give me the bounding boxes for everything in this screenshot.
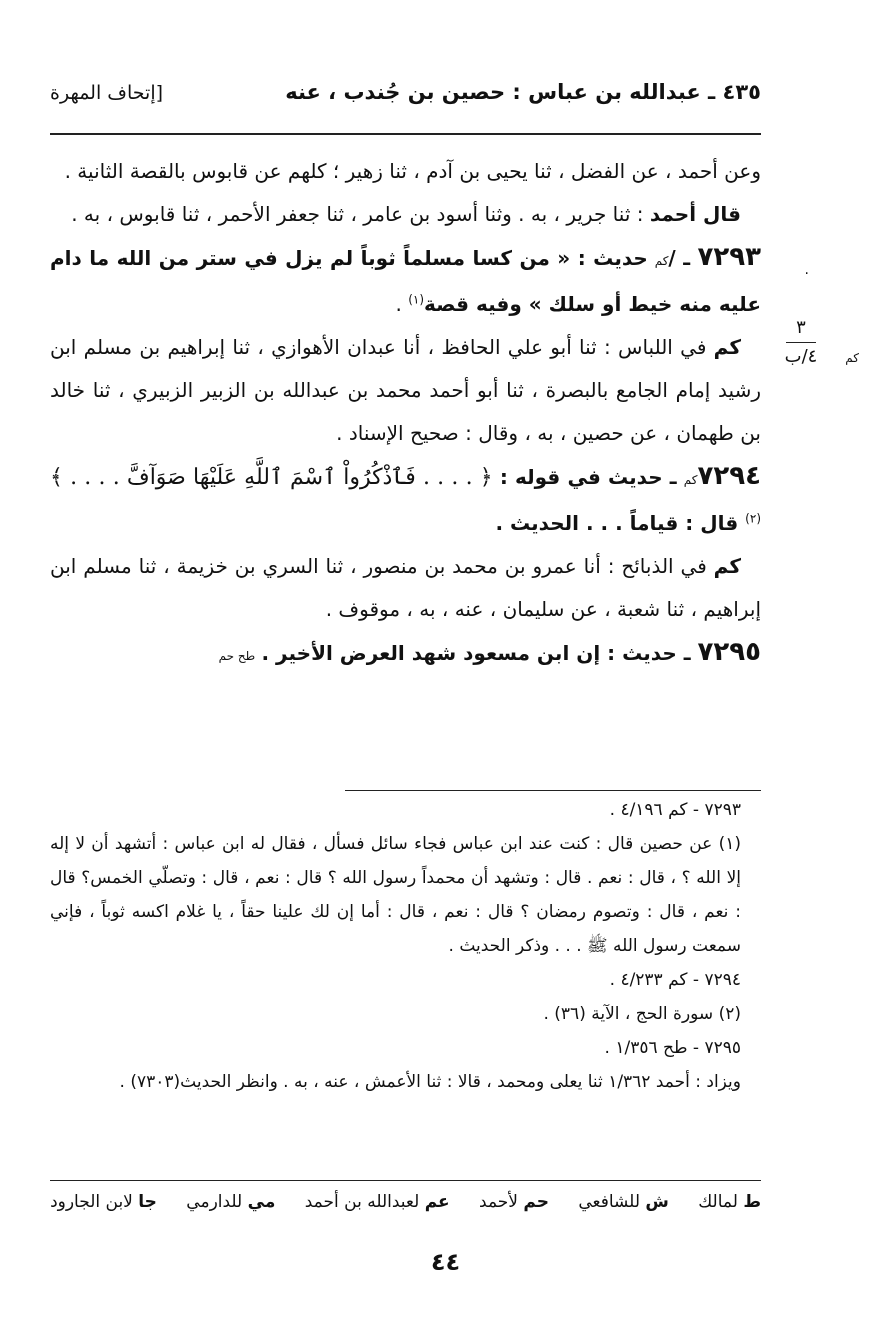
hadith-7295-tag: طح حم	[218, 649, 256, 663]
footnote-source-7294: ٧٢٩٤ - كم ٤/٢٣٣ .	[609, 970, 741, 990]
quran-verse: ﴿ . . . . فَٱذْكُرُواْ ٱسْمَ ٱللَّهِ عَلَيْهَا صَوَآفَّ . . . . ﴾	[50, 465, 493, 490]
hadith-7293-sep: ـ /	[668, 246, 698, 270]
margin-folio-top: ٣	[796, 317, 806, 338]
abbr-item: ش للشافعي	[578, 1192, 669, 1212]
hadith-7293: ٧٢٩٣ ـ /كم حديث : « من كسا مسلماً ثوباً لم يزل في ستر من الله ما دام عليه منه خيط أو سلك » وفيه قصة$^{(١)}$ .	[50, 242, 761, 316]
paragraph-3-text: في اللباس : ثنا أبو علي الحافظ ، أنا عبدان الأهوازي ، ثنا إبراهيم بن مسلم ابن رشيد إمام الجامع بالبصرة ، ثنا أبو أحمد محمد بن عبدالله بن الزبير الزبيري ، ثنا خالد بن طهمان ، عن حصين ، به ، وقال : صحيح الإسناد .	[50, 335, 761, 445]
margin-note	[771, 317, 859, 367]
running-title: ٤٣٥ ـ عبدالله بن عباس : حصين بن جُندب ، عنه	[285, 80, 761, 104]
paragraph-2	[50, 193, 761, 236]
hadith-7294-text-2: قال : قياماً . . . الحديث .	[495, 511, 746, 535]
margin-bar	[786, 342, 816, 343]
hadith-7295-text: ـ حديث : إن ابن مسعود شهد العرض الأخير .	[261, 641, 698, 665]
footnote-addition: ويزاد : أحمد ١/٣٦٢ ثنا يعلى ومحمد ، قالا : ثنا الأعمش ، عنه ، به . وانظر الحديث(٧٣٠٣) .	[119, 1072, 741, 1092]
footnote-rule	[345, 790, 761, 791]
hadith-7294	[50, 455, 761, 545]
abbr-item: عم لعبدالله بن أحمد	[304, 1192, 450, 1212]
book-title: [إتحاف المهرة	[50, 82, 164, 104]
footnote-1: (١) عن حصين قال : كنت عند ابن عباس فجاء سائل فسأل ، فقال له ابن عباس : أتشهد أن لا إله إلا الله ؟ ، قال : نعم . قال : وتشهد أن محمداً رسول الله ؟ قال : نعم ، قال : وتصلّي الخمس؟ قال : نعم ، قال : وتصوم رمضان ؟ قال : نعم ، قال : أما إن لك علينا حقاً ، يا غلام اكسه ثوباً ، فإني سمعت رسول الله ﷺ . . . وذكر الحديث .	[50, 834, 741, 956]
margin-tag: كم	[845, 351, 859, 365]
footnote-ref-1: (١)	[408, 292, 425, 307]
paragraph-2-lead: قال أحمد	[649, 202, 741, 226]
abbr-item: ط لمالك	[698, 1192, 761, 1212]
margin-dot: .	[804, 262, 809, 278]
page-number: ٤٤	[430, 1248, 461, 1276]
hadith-7294-text-1: ـ حديث في قوله :	[492, 465, 684, 489]
hadith-7294-tag: كم	[683, 473, 698, 487]
paragraph-2-text: : ثنا جرير ، به . وثنا أسود بن عامر ، ثنا جعفر الأحمر ، ثنا قابوس ، به .	[71, 202, 650, 226]
hadith-7293-text: حديث : « من كسا مسلماً ثوباً لم يزل في ستر من الله ما دام عليه منه خيط أو سلك » وفيه قصة	[50, 246, 761, 316]
hadith-7295	[50, 631, 761, 678]
paragraph-1: وعن أحمد ، عن الفضل ، ثنا يحيى بن آدم ، ثنا زهير ؛ كلهم عن قابوس بالقصة الثانية .	[64, 159, 761, 183]
abbr-item: حم لأحمد	[479, 1192, 549, 1212]
footnote-source-7293: ٧٢٩٣ - كم ٤/١٩٦ .	[609, 800, 741, 820]
paragraph-3-lead: كم	[713, 335, 741, 359]
abbreviations-key	[50, 1192, 761, 1212]
footnote-2: (٢) سورة الحج ، الآية (٣٦) .	[543, 1004, 741, 1024]
footnote-source-7295: ٧٢٩٥ - طح ١/٣٥٦ .	[604, 1038, 741, 1058]
footnotes	[50, 793, 761, 1099]
paragraph-3	[50, 326, 761, 455]
abbreviations-rule	[50, 1180, 761, 1181]
paragraph-4-text: في الذبائح : أنا عمرو بن محمد بن منصور ، ثنا السري بن خزيمة ، ثنا مسلم ابن إبراهيم ، ثنا شعبة ، عن سليمان ، عنه ، به ، موقوف .	[50, 554, 761, 621]
paragraph-4	[50, 545, 761, 631]
hadith-7295-number: ٧٢٩٥	[697, 637, 761, 667]
margin-folio-bottom: ٤/ب	[784, 346, 818, 367]
hadith-7293-tag: كم	[654, 254, 669, 268]
footnote-ref-2: (٢)	[745, 511, 761, 526]
abbr-item: جا لابن الجارود	[50, 1192, 157, 1212]
hadith-7293-number: ٧٢٩٣	[697, 242, 761, 272]
paragraph-4-lead: كم	[713, 554, 741, 578]
header-rule	[50, 133, 761, 135]
hadith-7294-number: ٧٢٩٤	[697, 461, 761, 491]
page-header	[50, 80, 761, 120]
abbr-item: مي للدارمي	[186, 1192, 276, 1212]
main-text	[50, 150, 761, 678]
